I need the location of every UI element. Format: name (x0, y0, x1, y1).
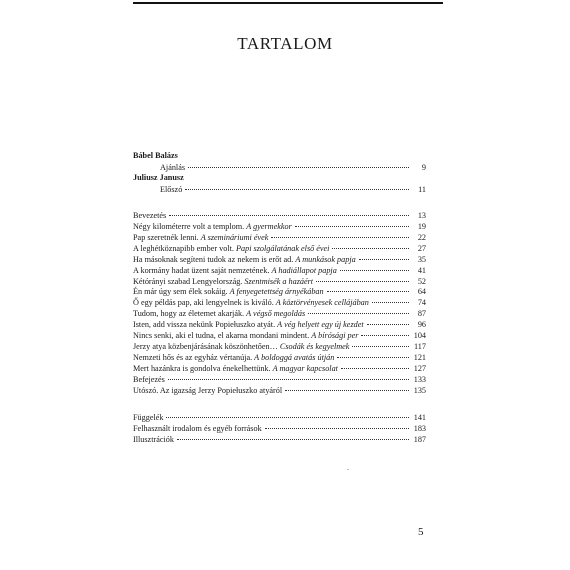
entry-page: 121 (413, 353, 426, 363)
toc-entry (133, 386, 426, 397)
entry-title-text: Pap szeretnék lenni. (133, 232, 199, 242)
entry-title-text: Utószó. Az igazság Jerzy Popiełuszko atyáról (133, 385, 283, 395)
toc-entry (133, 298, 426, 309)
table-of-contents (133, 151, 426, 446)
entry-page: 183 (413, 423, 426, 433)
entry-title: Ajánlás (160, 162, 186, 172)
entry-subtitle: A hadiállapot papja (271, 265, 337, 275)
entry-subtitle: A munkások papja (295, 254, 356, 264)
entry-title-text: A leghétköznapibb ember volt. (133, 243, 234, 253)
entry-title-text: Befejezés (133, 374, 165, 384)
entry-title (133, 287, 324, 296)
entry-page: 52 (417, 276, 426, 286)
entry-title (133, 211, 166, 220)
entry-title (133, 277, 313, 286)
toc-entry (133, 255, 426, 266)
dot-leader (367, 324, 409, 325)
toc-entry (133, 309, 426, 320)
entry-title-text: Illusztrációk (133, 434, 174, 444)
dot-leader (327, 291, 409, 292)
dot-leader (341, 368, 409, 369)
entry-page: 9 (421, 162, 426, 172)
paper-speck (347, 469, 349, 470)
toc-entry (133, 222, 426, 233)
entry-page: 135 (413, 385, 426, 395)
entry-page: 141 (413, 412, 426, 422)
dot-leader (185, 189, 409, 190)
dot-leader (359, 259, 409, 260)
entry-title-text: Kétórányi szabad Lengyelország. (133, 276, 243, 286)
entry-subtitle: A boldoggá avatás útján (254, 353, 335, 363)
entry-title (133, 298, 369, 307)
toc-entry (133, 331, 426, 342)
entry-title-text: Függelék (133, 412, 164, 422)
entry-page: 11 (418, 184, 426, 194)
page-title: TARTALOM (237, 34, 333, 53)
entry-title (133, 266, 337, 275)
dot-leader (166, 417, 409, 418)
front-matter (133, 151, 426, 196)
author-name: Juliusz Janusz (133, 173, 184, 183)
entry-title (133, 413, 163, 422)
author-name: Bábel Balázs (133, 151, 178, 160)
entry-title-text: A kormány hadat üzent saját nemzetének. (133, 265, 270, 275)
dot-leader (188, 167, 409, 168)
entry-title-text: Ő egy példás pap, aki lengyelnek is kiváló. (133, 298, 274, 308)
dot-leader (295, 226, 409, 227)
entry-page: 87 (417, 309, 426, 319)
toc-entry (133, 342, 426, 353)
entry-title (133, 342, 349, 351)
entry-title (133, 375, 165, 384)
entry-title-text: Nemzeti hős és az egyház vértanúja. (133, 353, 253, 363)
entry-subtitle: A fenyegetettség árnyékában (229, 287, 324, 297)
entry-page: 74 (417, 298, 426, 308)
toc-entry (133, 277, 426, 288)
entry-title-text: Bevezetés (133, 210, 167, 220)
back-matter (133, 413, 426, 446)
entry-subtitle: A vég helyett egy új kezdet (277, 320, 364, 330)
dot-leader (169, 215, 409, 216)
entry-title-text: Isten, add vissza nekünk Popiełuszko atyát. (133, 320, 276, 330)
entry-title (133, 331, 358, 340)
entry-title (133, 424, 262, 433)
toc-entry (133, 424, 426, 435)
spacer (133, 397, 426, 413)
entry-subtitle: Szentmisék a hazáért (244, 276, 314, 286)
toc-entry (133, 185, 426, 196)
entry-title-text: Felhasznált irodalom és egyéb források (133, 423, 262, 433)
entry-subtitle: A köztörvényesek cellájában (275, 298, 369, 308)
entry-title-text: Én már úgy sem élek sokáig. (133, 287, 228, 297)
toc-entry (133, 353, 426, 364)
dot-leader (308, 313, 409, 314)
entry-subtitle: A bírósági per (311, 331, 359, 341)
entry-title: Előszó (160, 184, 183, 194)
entry-title-text: Nincs senki, aki el tudna, el akarna mondani mindent. (133, 331, 310, 341)
entry-page: 127 (413, 364, 426, 373)
spacer (133, 196, 426, 211)
entry-page: 41 (417, 265, 426, 275)
page-number: 5 (418, 526, 424, 538)
entry-subtitle: Papi szolgálatának első évei (236, 243, 330, 253)
toc-entry (133, 211, 426, 222)
entry-page: 64 (417, 287, 426, 297)
entry-subtitle: A gyermekkor (246, 221, 292, 231)
entry-page: 35 (417, 254, 426, 264)
dot-leader (177, 439, 409, 440)
dot-leader (285, 390, 409, 391)
entry-title (133, 364, 338, 373)
entry-page: 96 (417, 320, 426, 330)
dot-leader (337, 357, 409, 358)
toc-entry (133, 413, 426, 424)
entry-title (133, 233, 268, 242)
entry-page: 13 (417, 210, 426, 220)
dot-leader (168, 379, 409, 380)
entry-title-text: Négy kilométerre volt a templom. (133, 221, 245, 231)
dot-leader (372, 302, 409, 303)
dot-leader (316, 281, 409, 282)
entry-title (133, 386, 282, 395)
toc-entry (133, 233, 426, 244)
toc-entry (133, 163, 426, 174)
entry-title (133, 222, 292, 231)
entry-page: 133 (413, 374, 426, 384)
dot-leader (352, 346, 409, 347)
entry-page: 104 (413, 331, 426, 341)
dot-leader (340, 270, 409, 271)
toc-entry (133, 266, 426, 277)
entry-title (133, 353, 334, 362)
entry-subtitle: Csodák és kegyelmek (279, 342, 350, 352)
toc-entry (133, 435, 426, 446)
entry-subtitle: A szemináriumi évek (200, 232, 269, 242)
entry-title (133, 255, 356, 264)
entry-title (133, 320, 364, 329)
toc-entry (133, 320, 426, 331)
entry-page: 117 (414, 342, 426, 352)
dot-leader (332, 248, 409, 249)
toc-entry (133, 287, 426, 298)
entry-subtitle: A magyar kapcsolat (272, 364, 338, 373)
entry-title-text: Tudom, hogy az életemet akarják. (133, 309, 245, 319)
entry-subtitle: A végső megoldás (246, 309, 306, 319)
dot-leader (271, 237, 409, 238)
top-rule (133, 2, 443, 4)
dot-leader (265, 428, 409, 429)
toc-entry (133, 364, 426, 375)
entry-title-text: Jerzy atya közbenjárásának köszönhetően… (133, 342, 278, 352)
entry-page: 27 (417, 243, 426, 253)
entry-title (133, 244, 329, 253)
entry-title (133, 309, 305, 318)
entry-page: 187 (413, 434, 426, 444)
entry-title-text: Mert hazánkra is gondolva énekelhettünk. (133, 364, 271, 373)
entry-title (133, 435, 174, 444)
toc-entry (133, 375, 426, 386)
entry-page: 22 (417, 232, 426, 242)
toc-entry (133, 244, 426, 255)
entry-page: 19 (417, 221, 426, 231)
dot-leader (361, 335, 409, 336)
chapter-list (133, 211, 426, 397)
entry-title-text: Ha másoknak segíteni tudok az nekem is erőt ad. (133, 254, 294, 264)
